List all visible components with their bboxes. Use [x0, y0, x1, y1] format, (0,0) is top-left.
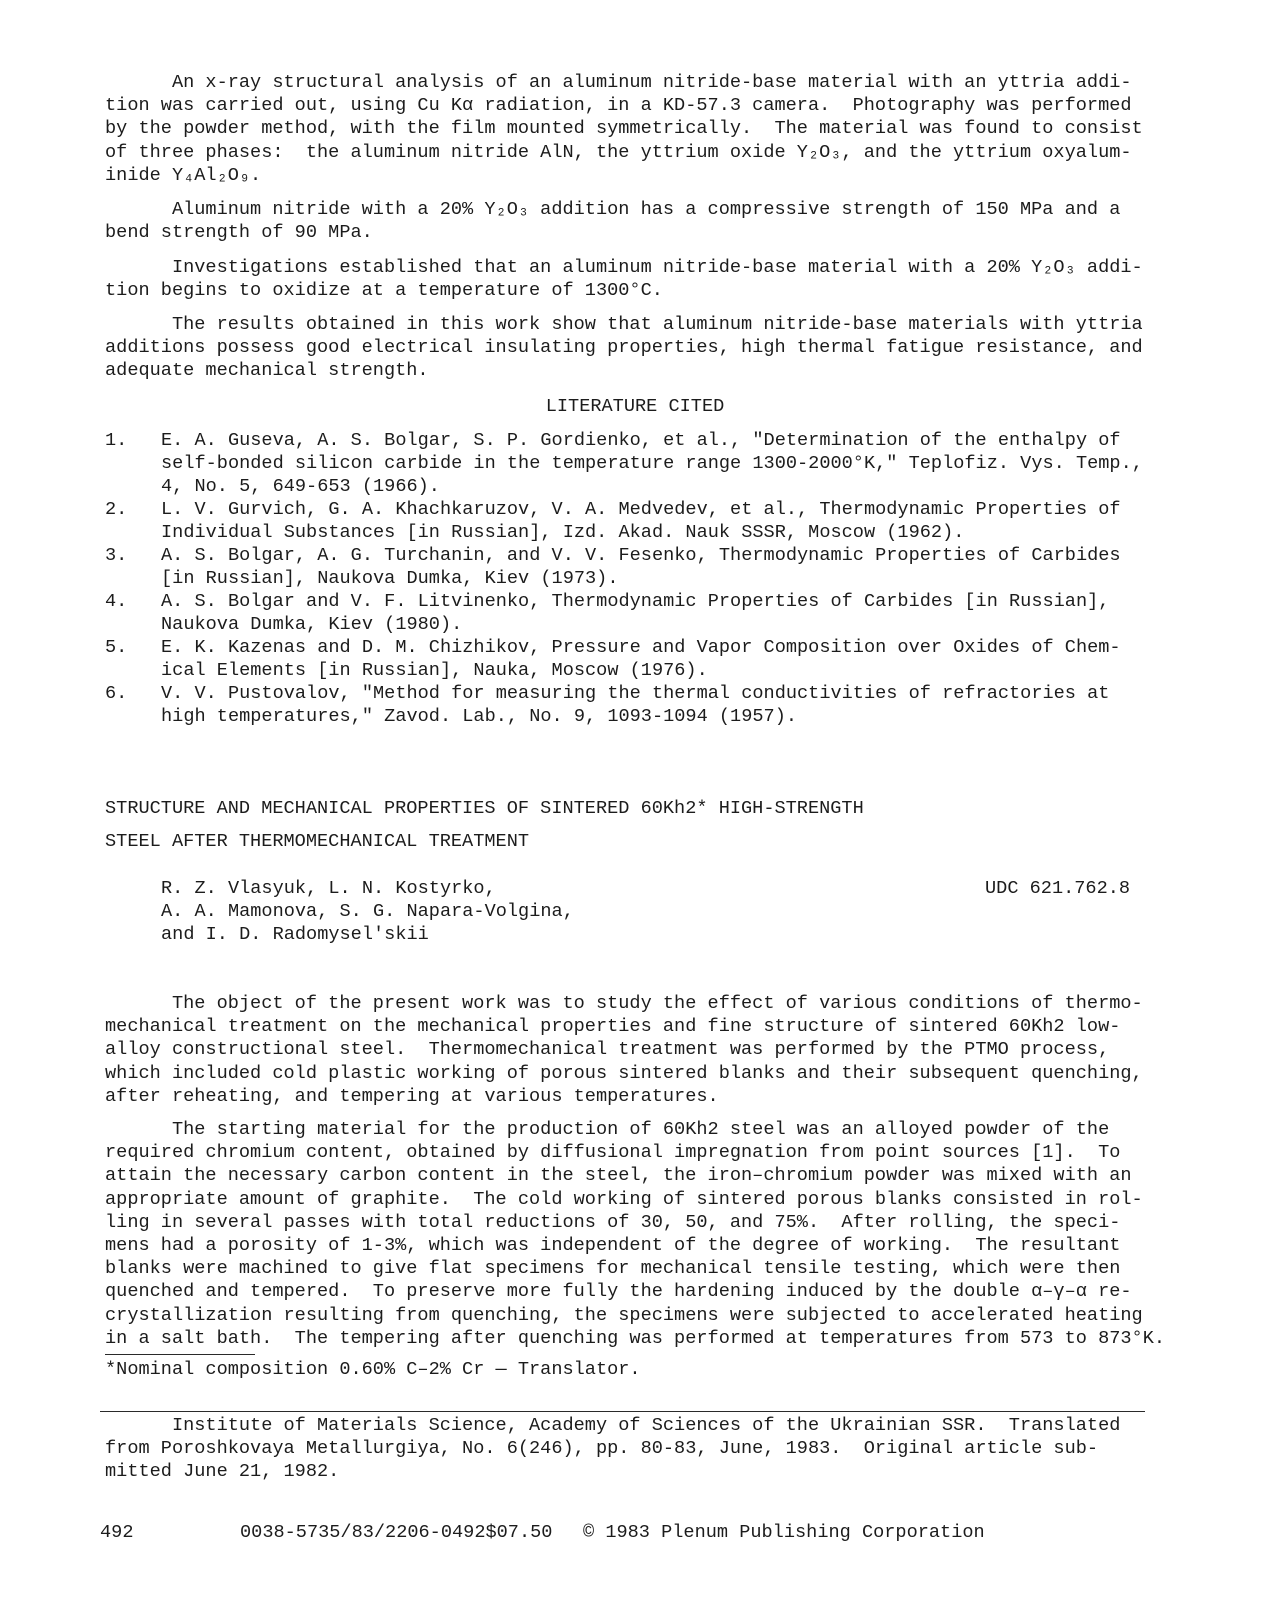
- text-line: by the powder method, with the film mounted symmetrically. The material was found to consist: [105, 118, 1143, 140]
- reference-body: [161, 429, 1161, 499]
- reference-body: [161, 682, 1161, 728]
- text-line: Aluminum nitride with a 20% Y₂O₃ addition has a compressive strength of 150 MPa and a: [105, 199, 1121, 220]
- reference-item: [105, 682, 1165, 729]
- copyright-notice: © 1983 Plenum Publishing Corporation: [583, 1522, 985, 1543]
- intro-paragraph-1: [105, 71, 1165, 187]
- text-line: E. K. Kazenas and D. M. Chizhikov, Pressure and Vapor Composition over Oxides of Chem-: [161, 637, 1121, 658]
- affiliation-block: [105, 1414, 1165, 1484]
- reference-number: 3.: [105, 545, 128, 566]
- reference-item: [105, 498, 1165, 545]
- author-line: and I. D. Radomysel'skii: [161, 924, 429, 946]
- reference-number: 1.: [105, 430, 128, 451]
- reference-number: 5.: [105, 637, 128, 658]
- text-line: E. A. Guseva, A. S. Bolgar, S. P. Gordienko, et al., "Determination of the enthalpy of: [161, 430, 1121, 451]
- authors-block: [161, 877, 574, 947]
- reference-body: [161, 590, 1161, 636]
- text-line: attain the necessary carbon content in the steel, the iron–chromium powder was mixed with an: [105, 1165, 1132, 1187]
- footnote-divider: [105, 1354, 255, 1355]
- text-line: A. S. Bolgar and V. F. Litvinenko, Thermodynamic Properties of Carbides [in Russian],: [161, 591, 1110, 612]
- reference-body: [161, 544, 1161, 590]
- text-line: crystallization resulting from quenching, the specimens were subjected to accelerated heating: [105, 1304, 1143, 1326]
- text-line: 4, No. 5, 649-653 (1966).: [161, 476, 440, 498]
- text-line: self-bonded silicon carbide in the temperature range 1300-2000°K," Teplofiz. Vys. Temp.,: [161, 453, 1143, 475]
- reference-body: [161, 636, 1161, 682]
- text-line: additions possess good electrical insulating properties, high thermal fatigue resistance, and: [105, 337, 1143, 359]
- text-line: ical Elements [in Russian], Nauka, Moscow (1976).: [161, 660, 708, 682]
- text-line: appropriate amount of graphite. The cold working of sintered porous blanks consisted in rol-: [105, 1188, 1143, 1210]
- text-line: mechanical treatment on the mechanical properties and fine structure of sintered 60Kh2 low-: [105, 1016, 1121, 1038]
- text-line: alloy constructional steel. Thermomechanical treatment was performed by the PTMO process,: [105, 1039, 1110, 1061]
- text-line: in a salt bath. The tempering after quenching was performed at temperatures from 573 to 873°K.: [105, 1327, 1166, 1349]
- text-line: Institute of Materials Science, Academy of Sciences of the Ukrainian SSR. Translated: [105, 1415, 1121, 1436]
- text-line: Individual Substances [in Russian], Izd. Akad. Nauk SSSR, Moscow (1962).: [161, 522, 965, 544]
- text-line: quenched and tempered. To preserve more fully the hardening induced by the double α–γ–α re-: [105, 1281, 1132, 1303]
- author-line: A. A. Mamonova, S. G. Napara-Volgina,: [161, 901, 574, 923]
- text-line: mens had a porosity of 1-3%, which was independent of the degree of working. The resultant: [105, 1235, 1121, 1257]
- text-line: [in Russian], Naukova Dumka, Kiev (1973).: [161, 568, 619, 590]
- text-line: A. S. Bolgar, A. G. Turchanin, and V. V. Fesenko, Thermodynamic Properties of Carbides: [161, 545, 1121, 566]
- text-line: L. V. Gurvich, G. A. Khachkaruzov, V. A. Medvedev, et al., Thermodynamic Properties of: [161, 499, 1121, 520]
- text-line: V. V. Pustovalov, "Method for measuring the thermal conductivities of refractories at: [161, 683, 1110, 704]
- text-line: bend strength of 90 MPa.: [105, 222, 373, 244]
- reference-body: [161, 498, 1161, 544]
- author-line: R. Z. Vlasyuk, L. N. Kostyrko,: [161, 878, 496, 899]
- reference-item: [105, 636, 1165, 683]
- text-line: An x-ray structural analysis of an aluminum nitride-base material with an yttria addi-: [105, 72, 1132, 93]
- text-line: Naukova Dumka, Kiev (1980).: [161, 614, 463, 636]
- reference-item: [105, 590, 1165, 637]
- article-title-line-2: STEEL AFTER THERMOMECHANICAL TREATMENT: [105, 831, 530, 852]
- intro-paragraph-2: [105, 198, 1165, 244]
- udc-code: UDC 621.762.8: [985, 878, 1131, 899]
- text-line: tion begins to oxidize at a temperature of 1300°C.: [105, 280, 663, 302]
- text-line: from Poroshkovaya Metallurgiya, No. 6(246), pp. 80-83, June, 1983. Original article sub-: [105, 1438, 1099, 1460]
- reference-item: [105, 544, 1165, 591]
- reference-item: [105, 429, 1165, 499]
- footnote: *Nominal composition 0.60% C–2% Cr — Translator.: [105, 1359, 641, 1380]
- page-number: 492: [100, 1522, 134, 1543]
- text-line: which included cold plastic working of porous sintered blanks and their subsequent quenching,: [105, 1062, 1143, 1084]
- article-title-line-1: STRUCTURE AND MECHANICAL PROPERTIES OF SINTERED 60Kh2* HIGH-STRENGTH: [105, 798, 864, 819]
- text-line: The object of the present work was to study the effect of various conditions of thermo-: [105, 993, 1143, 1014]
- literature-cited-heading: LITERATURE CITED: [545, 396, 725, 417]
- intro-paragraph-4: [105, 313, 1165, 383]
- reference-number: 2.: [105, 499, 128, 520]
- text-line: of three phases: the aluminum nitride AlN, the yttrium oxide Y₂O₃, and the yttrium oxyalum-: [105, 141, 1132, 163]
- text-line: Investigations established that an aluminum nitride-base material with a 20% Y₂O₃ addi-: [105, 257, 1143, 278]
- text-line: required chromium content, obtained by diffusional impregnation from point sources [1]. To: [105, 1142, 1121, 1164]
- text-line: mitted June 21, 1982.: [105, 1461, 340, 1483]
- reference-number: 4.: [105, 591, 128, 612]
- article-paragraph-2: [105, 1118, 1165, 1350]
- text-line: inide Y₄Al₂O₉.: [105, 164, 262, 186]
- text-line: adequate mechanical strength.: [105, 360, 429, 382]
- text-line: The results obtained in this work show that aluminum nitride-base materials with yttria: [105, 314, 1143, 335]
- text-line: The starting material for the production of 60Kh2 steel was an alloyed powder of the: [105, 1119, 1110, 1140]
- text-line: ling in several passes with total reductions of 30, 50, and 75%. After rolling, the speci-: [105, 1211, 1121, 1233]
- text-line: high temperatures," Zavod. Lab., No. 9, 1093-1094 (1957).: [161, 706, 798, 728]
- intro-paragraph-3: [105, 256, 1165, 302]
- text-line: blanks were machined to give flat specimens for mechanical tensile testing, which were then: [105, 1258, 1121, 1280]
- text-line: tion was carried out, using Cu Kα radiation, in a KD-57.3 camera. Photography was performed: [105, 95, 1132, 117]
- publication-code: 0038-5735/83/2206-0492$07.50: [240, 1522, 553, 1543]
- reference-number: 6.: [105, 683, 128, 704]
- article-paragraph-1: [105, 992, 1165, 1108]
- affiliation-divider: [100, 1411, 1145, 1412]
- text-line: after reheating, and tempering at various temperatures.: [105, 1085, 719, 1107]
